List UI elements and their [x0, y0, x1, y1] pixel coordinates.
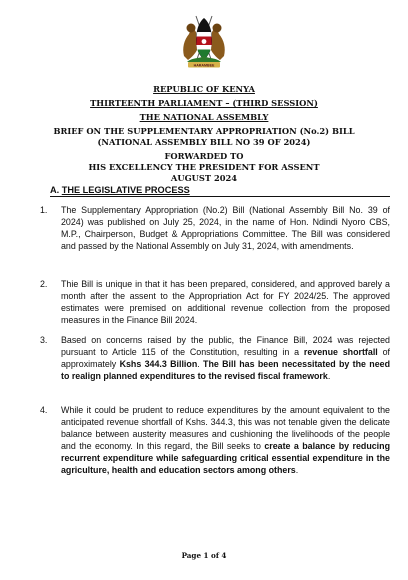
item-number: 1. [40, 205, 48, 215]
item-text-bold: The Bill has been necessitated by the need to realign planned expenditures to the revised fiscal framework [61, 358, 391, 381]
item-number: 3. [40, 335, 48, 345]
section-heading [50, 185, 190, 195]
heading-president: HIS EXCELLENCY THE PRESIDENT FOR ASSENT [88, 162, 320, 172]
item-text [61, 335, 390, 383]
heading-country: REPUBLIC OF KENYA [153, 84, 255, 94]
item-text: Thie Bill is unique in that it has been prepared, considered, and approved barely a month after the assent to the Appropriation Act for FY 2024/25. The approved estimates were premised on additional revenue collection from the proposed measures in the Finance Bill 2024. [61, 279, 390, 325]
section-letter: A. [50, 185, 60, 195]
section-title: THE LEGISLATIVE PROCESS [61, 185, 190, 195]
item-text-run: . [327, 370, 331, 381]
section-divider [50, 196, 390, 197]
heading-bill-number: (NATIONAL ASSEMBLY BILL NO 39 OF 2024) [97, 137, 311, 147]
item-text-run: While it could be prudent to reduce expenditures by the amount equivalent to the anticipated revenue shortfall of Kshs. 344.3, this was not tenable given the delicate balance between austerity measures and cushioning the livelihoods of the people and the economy. In this regard, the Bill seeks to [61, 405, 390, 451]
heading-parliament: THIRTEENTH PARLIAMENT – (THIRD SESSION) [90, 98, 318, 108]
item-number: 2. [40, 279, 48, 289]
item-text-bold: create a balance by reducing recurrent expenditure while safeguarding critical essential expenditure in the agriculture, health and education sectors among others [61, 440, 390, 475]
item-text-run: . [197, 358, 204, 369]
item-text-run: Based on concerns raised by the public, the Finance Bill, 2024 was rejected pursuant to Article 115 of the Constitution, resulting in a [61, 335, 390, 357]
heading-assembly: THE NATIONAL ASSEMBLY [139, 112, 269, 122]
item-number: 4. [40, 405, 48, 415]
item-text-run: . [295, 464, 299, 475]
heading-brief: BRIEF ON THE SUPPLEMENTARY APPROPRIATION (No.2) BILL [53, 126, 355, 136]
heading-date: AUGUST 2024 [170, 173, 238, 183]
item-text-bold: revenue shortfall [303, 346, 378, 357]
item-text [61, 405, 390, 476]
item-text: The Supplementary Appropriation (No.2) Bill (National Assembly Bill No. 39 of 2024) was published on July 25, 2024, in the name of Hon. Ndindi Nyoro CBS, M.P., Chairperson, Budget & Appropriations Committee. The Bill was considered and passed by the National Assembly on July 31, 2024, with amendments. [61, 205, 390, 251]
motto-text: HARAMBEE [193, 63, 215, 68]
page-number: Page 1 of 4 [181, 551, 227, 560]
heading-forwarded: FORWARDED TO [164, 151, 244, 161]
kenya-coat-of-arms-icon [181, 12, 227, 70]
item-text-bold: Kshs 344.3 Billion [119, 358, 198, 369]
item-text-run: of approximately [61, 346, 390, 369]
